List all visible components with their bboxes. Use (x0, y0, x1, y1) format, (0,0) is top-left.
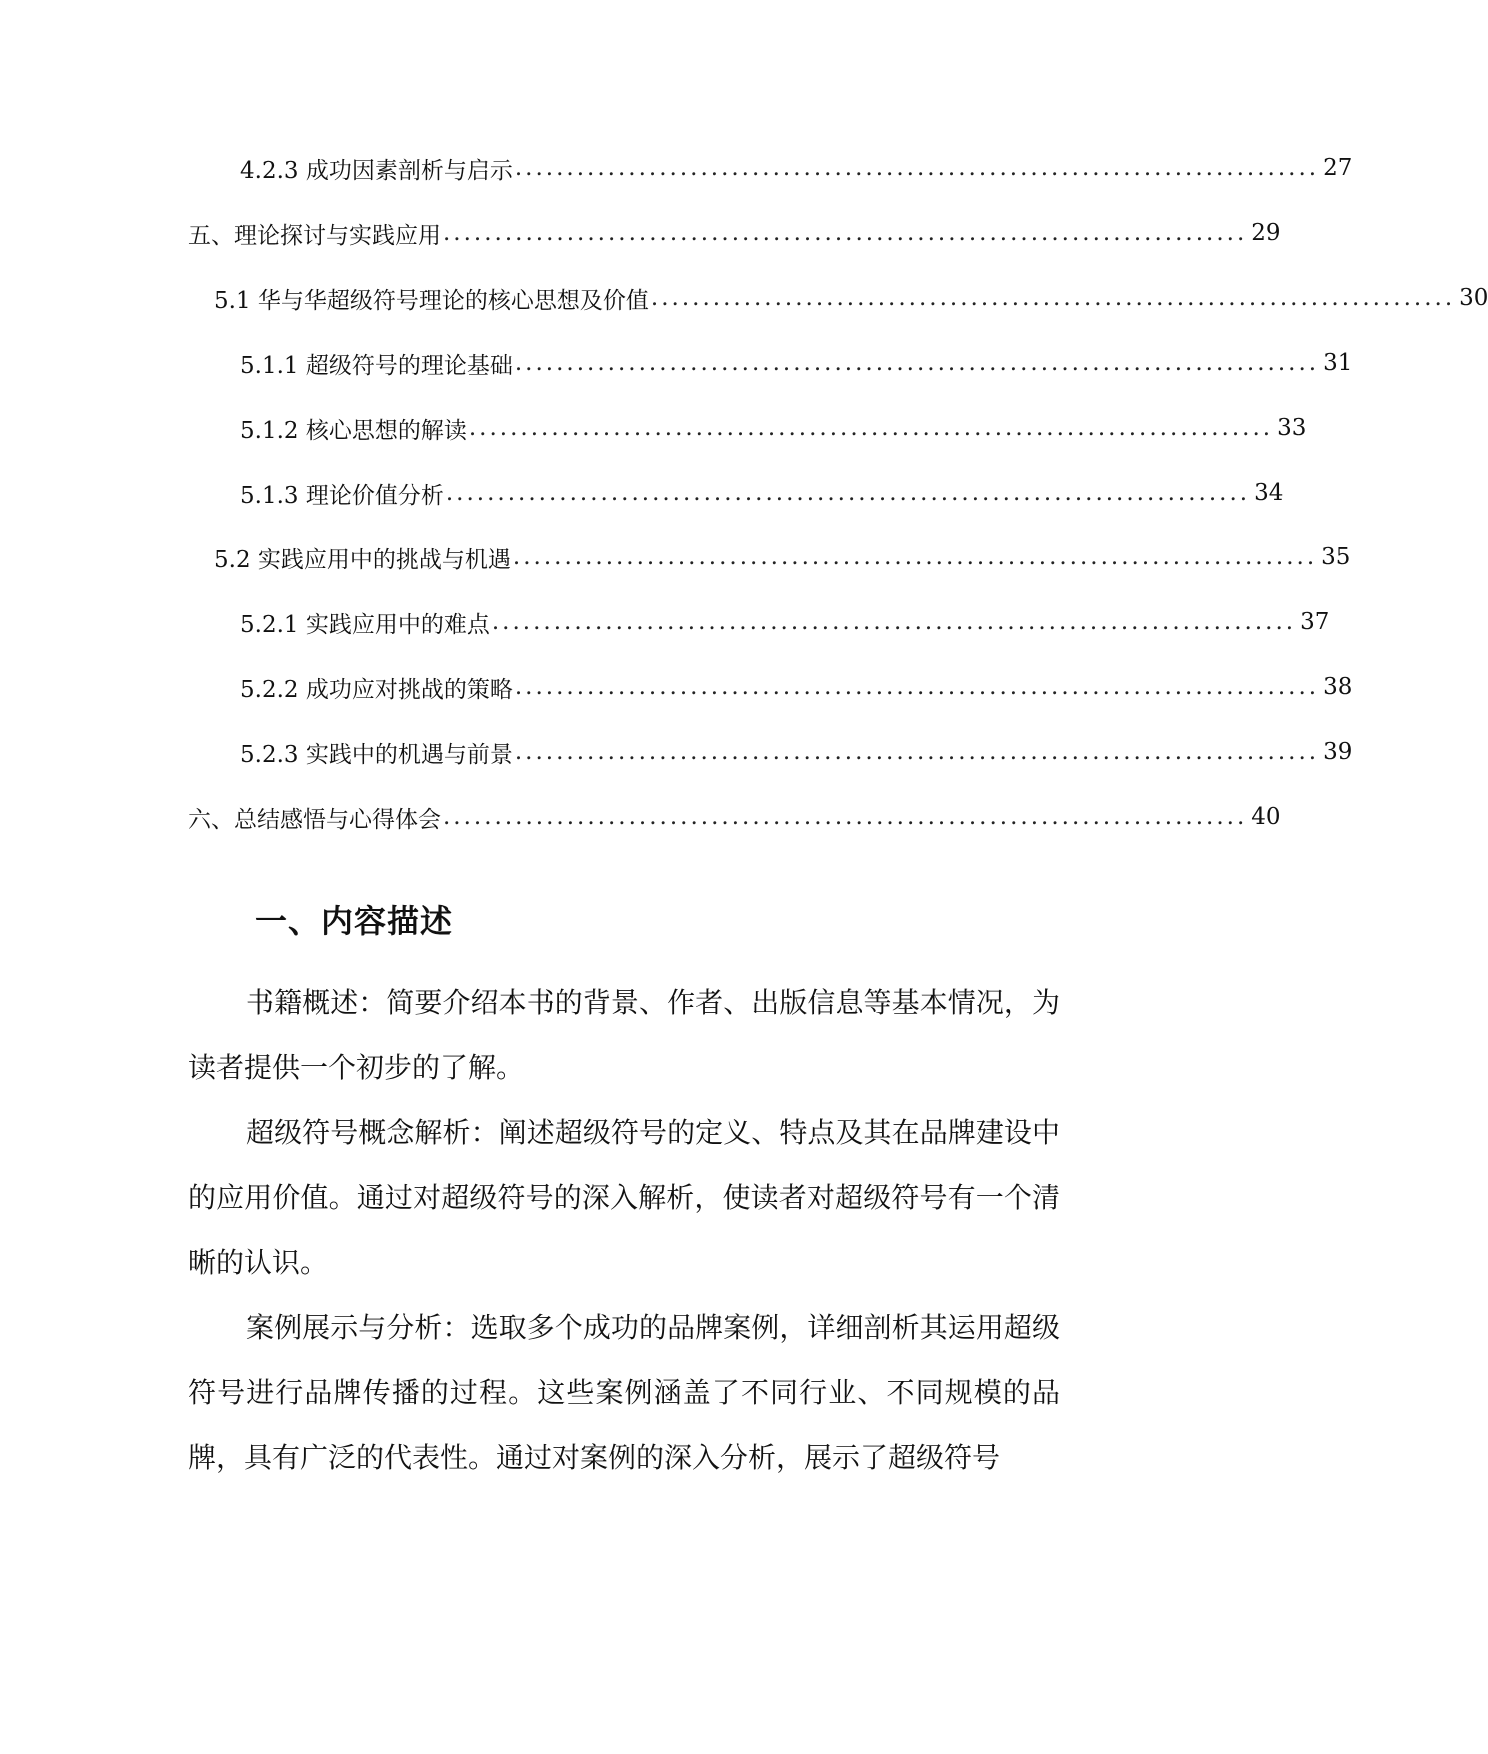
toc-entry-page: 33 (1277, 415, 1307, 441)
toc-entry[interactable] (240, 408, 1307, 448)
toc-dot-leader: .............................................................................. (443, 804, 1248, 830)
toc-entry[interactable] (188, 797, 1281, 837)
toc-entry-label: 4.2.3 成功因素剖析与启示 (240, 157, 513, 184)
toc-entry-page: 29 (1251, 220, 1281, 246)
toc-dot-leader: .............................................................................. (512, 544, 1318, 570)
toc-entry-label: 六、总结感悟与心得体会 (188, 806, 441, 833)
toc-entry-page: 35 (1321, 544, 1351, 570)
toc-entry-page: 40 (1251, 804, 1281, 830)
toc-dot-leader: .............................................................................. (514, 350, 1320, 376)
toc-entry[interactable] (240, 667, 1353, 707)
toc-entry-label: 5.1.2 核心思想的解读 (240, 417, 467, 444)
toc-entry-page: 37 (1300, 609, 1330, 635)
paragraph-case-analysis: 案例展示与分析：选取多个成功的品牌案例，详细剖析其运用超级符号进行品牌传播的过程。这些案例涵盖了不同行业、不同规模的品牌，具有广泛的代表性。通过对案例的深入分析，展示了超级符号 (188, 1311, 1060, 1474)
toc-entry-page: 27 (1323, 155, 1353, 181)
toc-entry-label: 5.1.3 理论价值分析 (240, 482, 444, 509)
toc-dot-leader: .............................................................................. (468, 415, 1274, 441)
toc-dot-leader: .............................................................................. (491, 609, 1297, 635)
toc-dot-leader: .............................................................................. (514, 739, 1320, 765)
toc-entry[interactable] (240, 343, 1353, 383)
toc-entry-page: 34 (1254, 480, 1284, 506)
toc-entry[interactable] (240, 732, 1353, 772)
toc-entry[interactable] (240, 473, 1284, 513)
toc-entry-page: 30 (1459, 285, 1488, 311)
paragraph-super-symbol-concept: 超级符号概念解析：阐述超级符号的定义、特点及其在品牌建设中的应用价值。通过对超级符号的深入解析，使读者对超级符号有一个清晰的认识。 (188, 1116, 1060, 1279)
toc-entry[interactable] (240, 148, 1353, 188)
section-heading: 一、内容描述 (255, 902, 454, 940)
toc-entry[interactable] (188, 213, 1281, 253)
paragraph-book-overview: 书籍概述：简要介绍本书的背景、作者、出版信息等基本情况，为读者提供一个初步的了解。 (188, 986, 1060, 1084)
toc-entry-label: 五、理论探讨与实践应用 (188, 222, 441, 249)
toc-entry-page: 38 (1323, 674, 1353, 700)
toc-dot-leader: .............................................................................. (514, 674, 1320, 700)
toc-dot-leader: .............................................................................. (445, 480, 1251, 506)
toc-entry-page: 31 (1323, 350, 1353, 376)
toc-dot-leader: .............................................................................. (514, 155, 1320, 181)
toc-dot-leader: .............................................................................. (443, 220, 1248, 246)
toc-entry[interactable] (214, 537, 1351, 577)
toc-entry[interactable] (214, 278, 1488, 318)
toc-entry[interactable] (240, 602, 1330, 642)
toc-entry-page: 39 (1323, 739, 1353, 765)
toc-entry-label: 5.1.1 超级符号的理论基础 (240, 352, 513, 379)
toc-entry-label: 5.2.1 实践应用中的难点 (240, 611, 490, 638)
toc-entry-label: 5.2.3 实践中的机遇与前景 (240, 741, 513, 768)
toc-entry-label: 5.2.2 成功应对挑战的策略 (240, 676, 513, 703)
section-body (188, 970, 1060, 1490)
toc-dot-leader: .............................................................................. (650, 285, 1456, 311)
toc-entry-label: 5.2 实践应用中的挑战与机遇 (214, 546, 511, 573)
toc-entry-label: 5.1 华与华超级符号理论的核心思想及价值 (214, 287, 649, 314)
